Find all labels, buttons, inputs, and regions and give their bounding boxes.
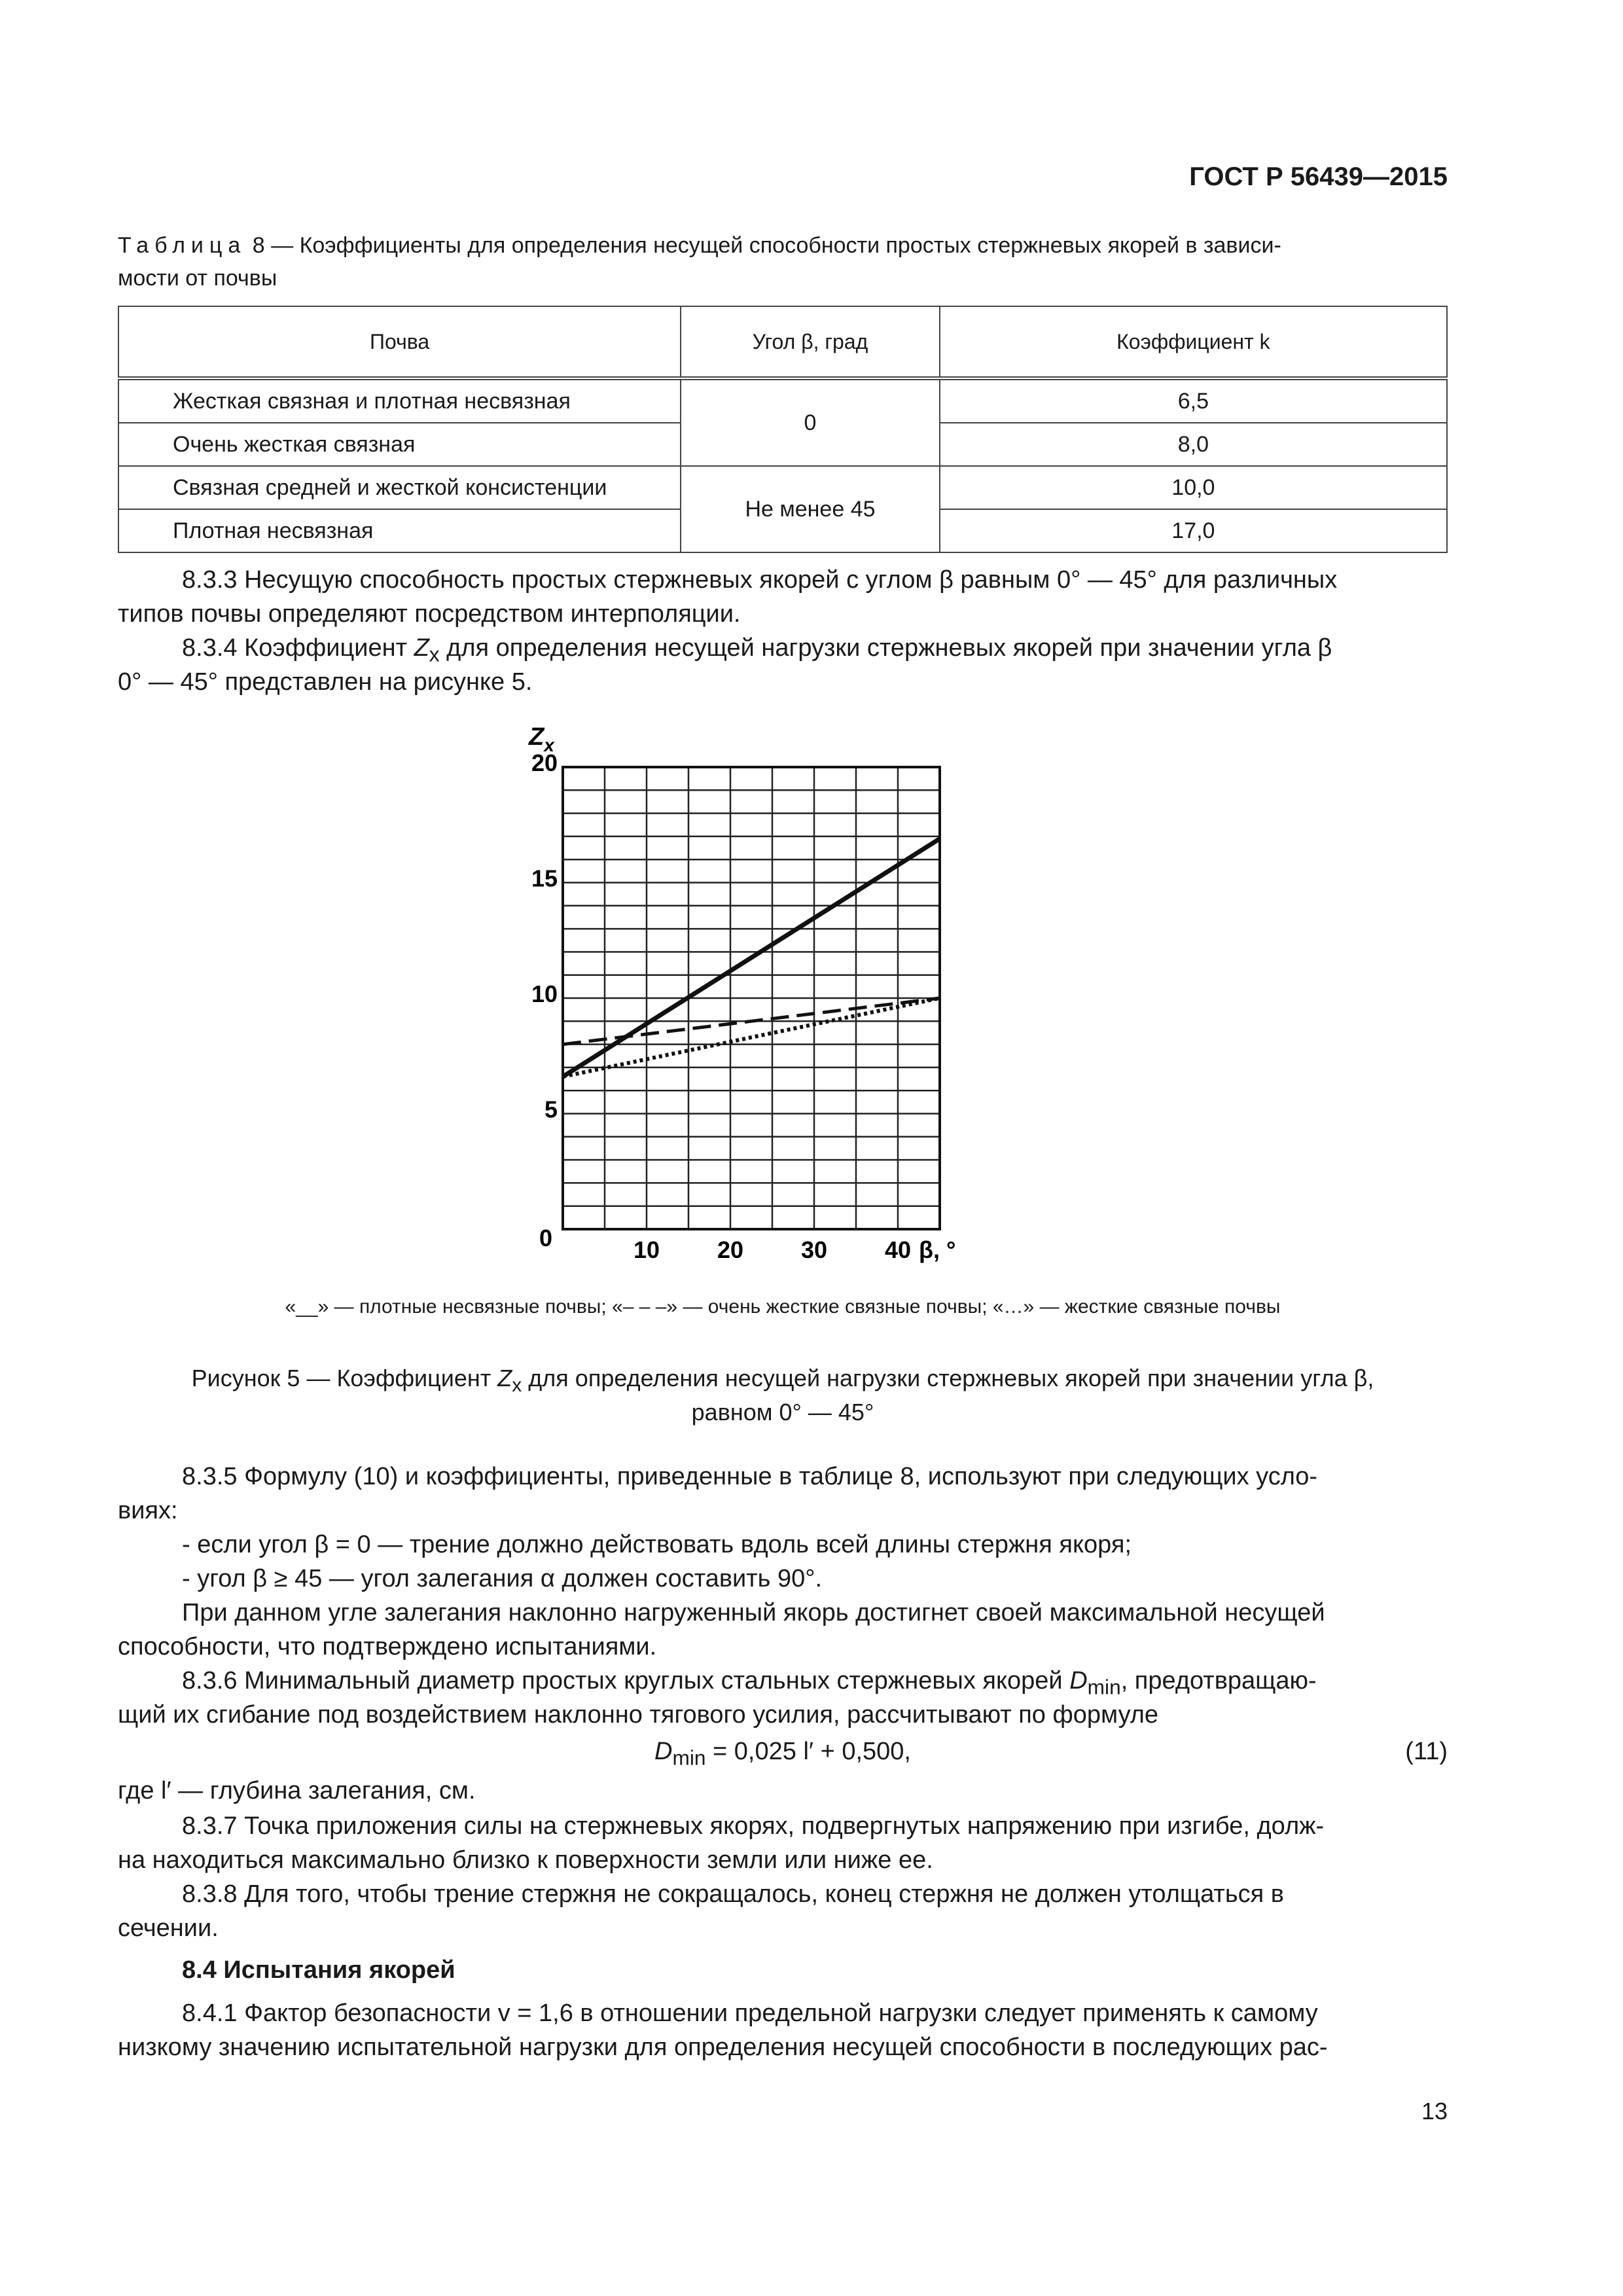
- paragraph-8-3-3: 8.3.3 Несущую способность простых стержневых якорей с углом β равным 0° — 45° для различных: [182, 566, 1338, 594]
- coefficient-cell: 10,0: [940, 466, 1447, 509]
- chart-grid: [563, 767, 940, 1229]
- formula-expression: = 0,025 l′ + 0,500,: [705, 1738, 911, 1765]
- p834-text-b: для определения несущей нагрузки стержневых якорей при значении угла β: [439, 634, 1332, 662]
- fig-caption-x: x: [512, 1374, 522, 1397]
- paragraph-8-3-8-cont: сечении.: [118, 1914, 219, 1942]
- formula-symbol-d: D: [654, 1738, 673, 1765]
- condition-item: - если угол β = 0 — трение должно действовать вдоль всей длины стержня якоря;: [182, 1531, 1132, 1558]
- series-line-solid: [563, 838, 940, 1077]
- paragraph-angle-note-cont: способности, что подтверждено испытаниями.: [118, 1633, 657, 1660]
- angle-cell: Не менее 45: [681, 466, 940, 552]
- x-tick-label: 40: [884, 1236, 912, 1263]
- section-heading-8-4: 8.4 Испытания якорей: [182, 1956, 455, 1984]
- soil-cell: Плотная несвязная: [118, 509, 681, 552]
- y-tick-label: 10: [531, 980, 558, 1007]
- column-header-angle: Угол β, град: [681, 306, 940, 378]
- y-axis-label: [528, 723, 555, 755]
- table-caption-text: — Коэффициенты для определения несущей способности простых стержневых якорей в зависи-: [271, 233, 1281, 258]
- fig-caption-b: для определения несущей нагрузки стержневых якорей при значении угла β,: [522, 1365, 1374, 1391]
- p834-symbol-x: x: [429, 642, 440, 666]
- y-label-sub: x: [544, 735, 554, 755]
- chart-series: [563, 838, 940, 1077]
- chart-ticks: [531, 749, 911, 1263]
- paragraph-8-3-7-cont: на находиться максимально близко к поверхности земли или ниже ее.: [118, 1846, 933, 1874]
- table-header-row: [118, 306, 1447, 378]
- coefficient-cell: 6,5: [940, 378, 1447, 423]
- x-tick-label: 30: [800, 1236, 828, 1263]
- p836-text-b: , предотвращаю-: [1120, 1667, 1317, 1695]
- table-row: [118, 378, 1447, 423]
- paragraph-8-3-7: 8.3.7 Точка приложения силы на стержневых якорях, подвергнутых напряжению при изгибе, долж-: [182, 1812, 1325, 1840]
- fig-caption-a: Рисунок 5 — Коэффициент: [191, 1365, 498, 1391]
- paragraph-8-3-3-cont: типов почвы определяют посредством интерполяции.: [118, 600, 741, 628]
- table-caption-line2: мости от почвы: [118, 266, 277, 291]
- figure-caption-line2: равном 0° — 45°: [691, 1399, 874, 1426]
- formula-symbol-min: min: [672, 1746, 706, 1770]
- table-caption: [118, 229, 1448, 262]
- page-number: 13: [1421, 2098, 1448, 2125]
- y-tick-label: 15: [531, 865, 558, 892]
- formula-number: (11): [1405, 1738, 1448, 1765]
- soil-cell: Связная средней и жесткой консистенции: [118, 466, 681, 509]
- soil-cell: Очень жесткая связная: [118, 423, 681, 466]
- x-tick-label: 10: [633, 1236, 660, 1263]
- table-caption-number: 8: [252, 233, 265, 258]
- x-tick-label: 20: [717, 1236, 744, 1263]
- p834-text-a: 8.3.4 Коэффициент: [182, 634, 414, 662]
- p836-symbol-min: min: [1087, 1675, 1121, 1699]
- paragraph-angle-note: При данном угле залегания наклонно нагруженный якорь достигнет своей максимальной несущей: [182, 1599, 1325, 1626]
- table-caption-label: Таблица: [118, 233, 247, 258]
- coefficient-cell: 17,0: [940, 509, 1447, 552]
- coefficient-table: [118, 306, 1448, 553]
- y-tick-label: 5: [544, 1096, 558, 1123]
- column-header-coefficient: Коэффициент k: [940, 306, 1447, 378]
- paragraph-8-3-8: 8.3.8 Для того, чтобы трение стержня не сокращалось, конец стержня не должен утолщаться в: [182, 1880, 1284, 1908]
- p834-symbol-z: Z: [414, 634, 429, 662]
- angle-cell: 0: [681, 378, 940, 466]
- column-header-soil: Почва: [118, 306, 681, 378]
- y-label-main: Z: [529, 723, 544, 751]
- figure-5-chart: [510, 707, 1034, 1289]
- document-code: ГОСТ Р 56439—2015: [1189, 162, 1448, 191]
- condition-item: - угол β ≥ 45 — угол залегания α должен составить 90°.: [182, 1565, 823, 1592]
- paragraph-8-3-4-cont: 0° — 45° представлен на рисунке 5.: [118, 668, 533, 696]
- soil-cell: Жесткая связная и плотная несвязная: [118, 378, 681, 423]
- formula-where: где l′ — глубина залегания, см.: [118, 1777, 476, 1804]
- table-row: [118, 466, 1447, 509]
- paragraph-8-3-5-cont: виях:: [118, 1497, 178, 1524]
- y-tick-label: 20: [531, 749, 558, 776]
- paragraph-8-3-5: 8.3.5 Формулу (10) и коэффициенты, приведенные в таблице 8, используют при следующих усло-: [182, 1463, 1318, 1490]
- paragraph-8-4-1: 8.4.1 Фактор безопасности v = 1,6 в отношении предельной нагрузки следует применять к самому: [182, 2000, 1318, 2027]
- origin-label: 0: [539, 1225, 553, 1251]
- p836-text-a: 8.3.6 Минимальный диаметр простых круглых стальных стержневых якорей: [182, 1667, 1070, 1695]
- paragraph-8-4-1-cont: низкому значению испытательной нагрузки для определения несущей способности в последующих рас-: [118, 2034, 1328, 2061]
- fig-caption-z: Z: [497, 1365, 512, 1391]
- chart-legend: «__» — плотные несвязные почвы; «– – –» — очень жесткие связные почвы; «…» — жесткие связные почвы: [285, 1296, 1281, 1318]
- coefficient-cell: 8,0: [940, 423, 1447, 466]
- x-axis-label: β, °: [919, 1236, 956, 1263]
- paragraph-8-3-6-cont: щий их сгибание под воздействием наклонно тягового усилия, рассчитывают по формуле: [118, 1701, 1159, 1729]
- p836-symbol-d: D: [1069, 1667, 1088, 1695]
